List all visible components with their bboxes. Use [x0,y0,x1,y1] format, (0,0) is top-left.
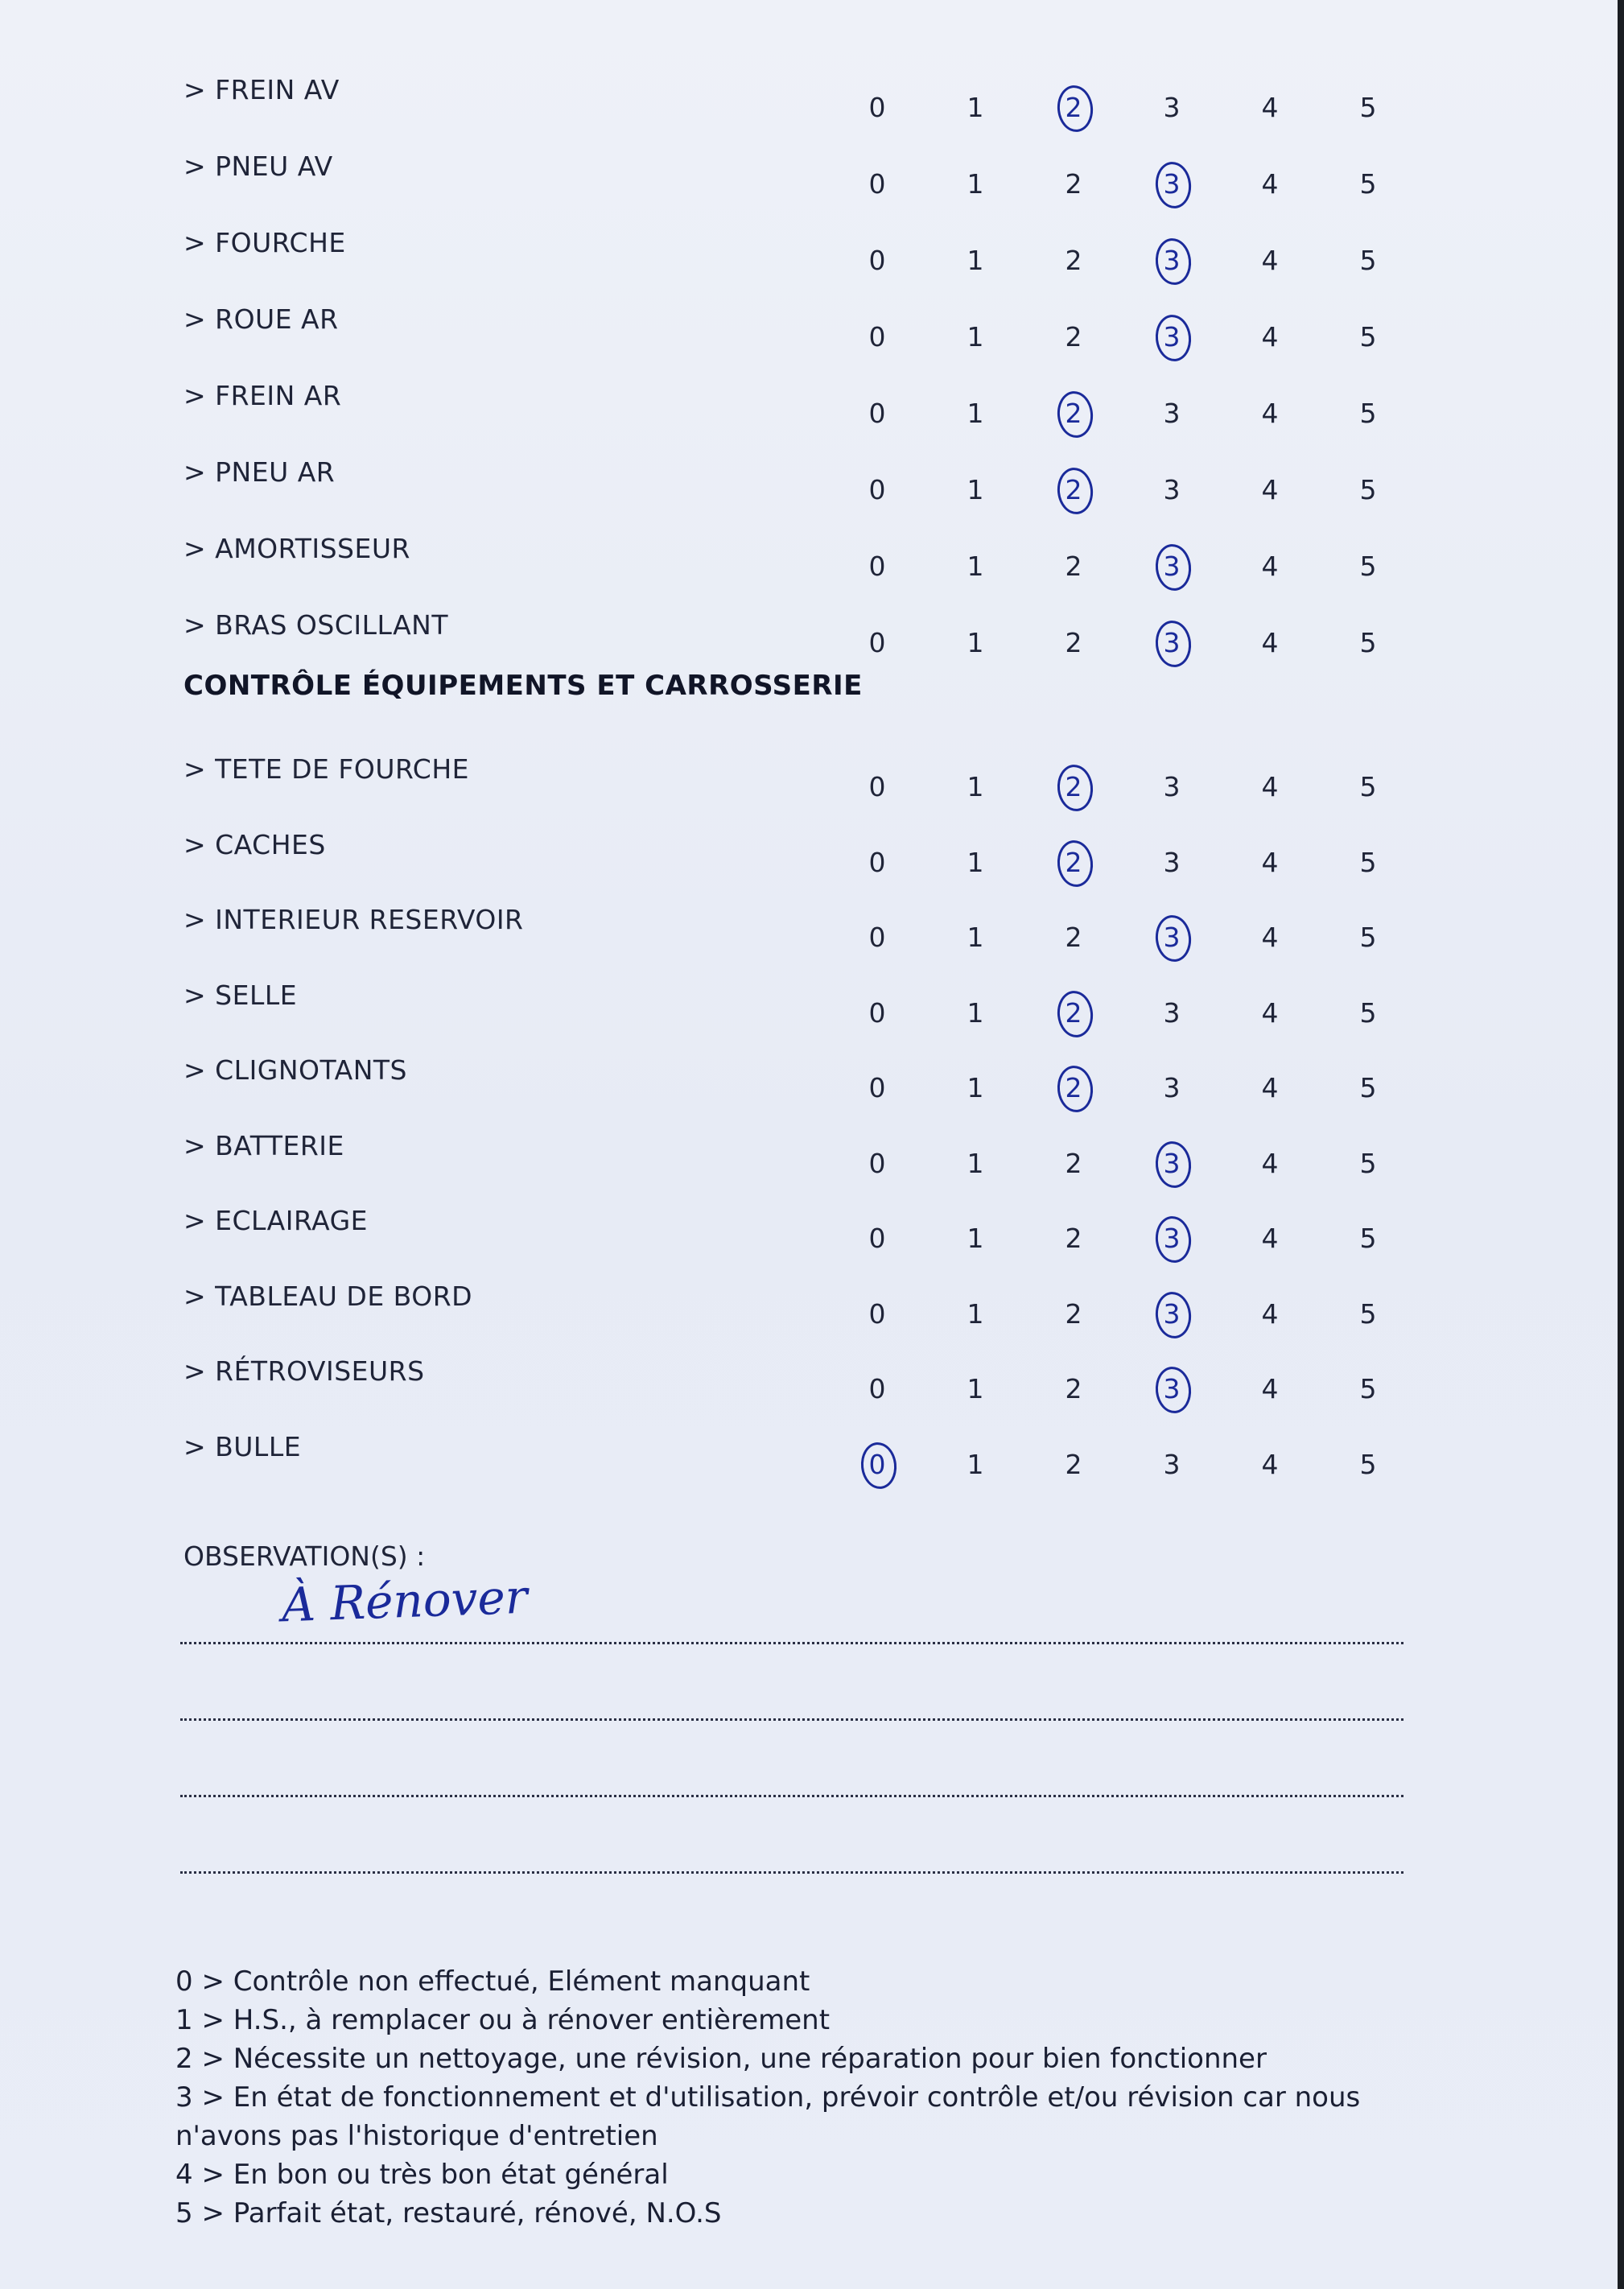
score-option[interactable]: 1 [967,996,984,1029]
score-option-selected[interactable]: 3 [1148,237,1196,285]
score-option[interactable]: 1 [967,551,984,582]
score-option[interactable]: 1 [967,1147,984,1179]
observation-line[interactable] [180,1718,1403,1721]
score-option[interactable]: 2 [1065,1297,1082,1330]
score-option-selected[interactable]: 2 [1049,763,1098,811]
score-option[interactable]: 1 [967,245,984,276]
checklist-row [0,593,1618,669]
score-option-selected[interactable]: 2 [1049,84,1098,132]
score-option[interactable]: 0 [868,474,886,505]
checklist-item-label: > AMORTISSEUR [183,533,410,564]
score-option[interactable]: 5 [1359,627,1377,658]
score-option[interactable]: 5 [1359,1448,1377,1480]
section-title: CONTRÔLE ÉQUIPEMENTS ET CARROSSERIE [183,670,863,702]
checklist-row [0,517,1618,592]
score-option[interactable]: 1 [967,321,984,353]
score-option[interactable]: 3 [1163,474,1181,505]
checklist-item-label: > TETE DE FOURCHE [183,753,469,785]
score-option[interactable]: 0 [868,1072,886,1103]
score-option[interactable]: 0 [868,398,886,429]
checklist-row [0,58,1618,134]
background-edge [1618,0,1624,2289]
score-option-selected[interactable]: 3 [1148,1365,1196,1413]
score-option[interactable]: 4 [1261,1448,1279,1480]
checklist-row [0,963,1618,1039]
score-option[interactable]: 0 [868,551,886,582]
score-option[interactable]: 4 [1261,1297,1279,1330]
checklist-item-label: > ECLAIRAGE [183,1205,368,1236]
score-option[interactable]: 5 [1359,1072,1377,1103]
score-option-selected[interactable]: 3 [1148,619,1196,667]
score-option[interactable]: 3 [1163,398,1181,429]
checklist-item-label: > CACHES [183,828,326,860]
score-option[interactable]: 5 [1359,92,1377,123]
score-option[interactable]: 5 [1359,771,1377,802]
score-option[interactable]: 4 [1261,168,1279,200]
checklist-item-label: > PNEU AV [183,151,333,182]
score-option[interactable]: 3 [1163,846,1181,878]
score-option[interactable]: 4 [1261,474,1279,505]
score-option[interactable]: 5 [1359,398,1377,429]
score-option[interactable]: 4 [1261,846,1279,878]
score-option[interactable]: 0 [868,245,886,276]
observation-line[interactable] [180,1871,1403,1874]
score-option[interactable]: 0 [868,168,886,200]
checklist-row [0,1189,1618,1264]
score-option[interactable]: 1 [967,1297,984,1330]
observations-label: OBSERVATION(S) : [183,1540,426,1572]
score-option[interactable]: 4 [1261,551,1279,582]
legend-line: n'avons pas l'historique d'entretien [175,2120,658,2152]
score-option[interactable]: 4 [1261,92,1279,123]
checklist-row [0,1114,1618,1190]
score-option[interactable]: 1 [967,474,984,505]
checklist-row [0,1339,1618,1415]
score-option[interactable]: 2 [1065,1448,1082,1480]
score-option[interactable]: 0 [868,92,886,123]
checklist-row [0,1264,1618,1340]
checklist-row [0,287,1618,363]
observation-line[interactable] [180,1795,1403,1797]
score-option[interactable]: 1 [967,1223,984,1254]
score-option[interactable]: 5 [1359,1297,1377,1330]
score-option[interactable]: 0 [868,1373,886,1404]
score-option[interactable]: 1 [967,168,984,200]
checklist-row [0,440,1618,516]
score-option[interactable]: 4 [1261,321,1279,353]
score-option[interactable]: 0 [868,1297,886,1330]
score-option[interactable]: 1 [967,627,984,658]
checklist-item-label: > RÉTROVISEURS [183,1355,425,1387]
legend-line: 1 > H.S., à remplacer ou à rénover entièrement [175,2004,831,2036]
score-option[interactable]: 2 [1065,551,1082,582]
score-option[interactable]: 1 [967,1072,984,1103]
score-option[interactable]: 4 [1261,922,1279,953]
score-option[interactable]: 1 [967,1373,984,1404]
score-option[interactable]: 0 [868,922,886,953]
checklist-item-label: > CLIGNOTANTS [183,1054,407,1086]
score-option[interactable]: 4 [1261,996,1279,1029]
legend-line: 5 > Parfait état, restauré, rénové, N.O.S [175,2197,722,2229]
score-option-selected[interactable]: 3 [1148,1140,1196,1188]
legend-line: 2 > Nécessite un nettoyage, une révision, une réparation pour bien fonctionner [175,2043,1267,2075]
score-option[interactable]: 2 [1065,245,1082,276]
score-option[interactable]: 0 [868,1147,886,1179]
checklist-row [0,1038,1618,1114]
checklist-row [0,737,1618,813]
score-option[interactable]: 3 [1163,1072,1181,1103]
legend-line: 4 > En bon ou très bon état général [175,2159,669,2191]
score-option[interactable]: 5 [1359,996,1377,1029]
score-option[interactable]: 1 [967,771,984,802]
score-option[interactable]: 4 [1261,398,1279,429]
score-option[interactable]: 3 [1163,996,1181,1029]
score-option[interactable]: 0 [868,846,886,878]
observation-line[interactable] [180,1642,1403,1644]
score-option[interactable]: 5 [1359,846,1377,878]
checklist-row [0,813,1618,889]
checklist-item-label: > PNEU AR [183,456,336,488]
checklist-item-label: > INTERIEUR RESERVOIR [183,904,524,935]
score-option[interactable]: 2 [1065,1373,1082,1404]
checklist-item-label: > FREIN AV [183,74,340,105]
checklist-item-label: > BULLE [183,1430,302,1462]
score-option[interactable]: 4 [1261,1072,1279,1103]
score-option-selected[interactable]: 2 [1049,839,1098,887]
score-option[interactable]: 1 [967,846,984,878]
score-option[interactable]: 5 [1359,551,1377,582]
score-option-selected[interactable]: 3 [1148,1215,1196,1263]
checklist-item-label: > BATTERIE [183,1129,344,1161]
score-option[interactable]: 5 [1359,168,1377,200]
legend-line: 0 > Contrôle non effectué, Elément manquant [175,1965,810,1998]
checklist-row [0,888,1618,963]
checklist-item-label: > SELLE [183,979,298,1011]
checklist-row [0,134,1618,210]
score-option[interactable]: 1 [967,92,984,123]
score-option-selected[interactable]: 2 [1049,390,1098,438]
checklist-item-label: > FREIN AR [183,380,342,411]
score-option[interactable]: 3 [1163,1448,1181,1480]
checklist-row [0,1415,1618,1491]
score-option[interactable]: 3 [1163,771,1181,802]
score-option[interactable]: 5 [1359,474,1377,505]
score-option-selected[interactable]: 3 [1148,1290,1196,1338]
score-option[interactable]: 1 [967,398,984,429]
score-option-selected[interactable]: 3 [1148,313,1196,361]
score-option[interactable]: 0 [868,996,886,1029]
score-option[interactable]: 5 [1359,1223,1377,1254]
score-option[interactable]: 5 [1359,1373,1377,1404]
score-option[interactable]: 5 [1359,245,1377,276]
score-option[interactable]: 4 [1261,771,1279,802]
score-option-selected[interactable]: 3 [1148,914,1196,962]
score-option[interactable]: 2 [1065,321,1082,353]
checklist-row [0,364,1618,439]
checklist-item-label: > ROUE AR [183,303,339,335]
score-option[interactable]: 0 [868,627,886,658]
checklist-row [0,211,1618,287]
score-option[interactable]: 1 [967,1448,984,1480]
score-option[interactable]: 4 [1261,627,1279,658]
score-option[interactable]: 4 [1261,1223,1279,1254]
score-option[interactable]: 2 [1065,168,1082,200]
score-option[interactable]: 4 [1261,1147,1279,1179]
score-option[interactable]: 5 [1359,321,1377,353]
score-option[interactable]: 2 [1065,627,1082,658]
score-option[interactable]: 4 [1261,245,1279,276]
score-option[interactable]: 0 [868,771,886,802]
score-option[interactable]: 2 [1065,1147,1082,1179]
score-option[interactable]: 2 [1065,1223,1082,1254]
score-option[interactable]: 3 [1163,92,1181,123]
score-option[interactable]: 4 [1261,1373,1279,1404]
score-option[interactable]: 5 [1359,1147,1377,1179]
score-option-selected[interactable]: 2 [1049,1064,1098,1112]
checklist-item-label: > FOURCHE [183,227,346,258]
score-option-selected[interactable]: 3 [1148,160,1196,208]
score-option[interactable]: 1 [967,922,984,953]
checklist-item-label: > BRAS OSCILLANT [183,609,449,641]
score-option[interactable]: 5 [1359,922,1377,953]
score-option-selected[interactable]: 2 [1049,466,1098,514]
handwritten-observation: À Rénover [280,1569,529,1633]
score-option[interactable]: 0 [868,321,886,353]
score-option-selected[interactable]: 0 [853,1441,901,1489]
checklist-item-label: > TABLEAU DE BORD [183,1280,473,1312]
score-option[interactable]: 0 [868,1223,886,1254]
legend-line: 3 > En état de fonctionnement et d'utilisation, prévoir contrôle et/ou révision car nous [175,2081,1361,2114]
score-option-selected[interactable]: 2 [1049,989,1098,1037]
score-option-selected[interactable]: 3 [1148,542,1196,591]
score-option[interactable]: 2 [1065,922,1082,953]
